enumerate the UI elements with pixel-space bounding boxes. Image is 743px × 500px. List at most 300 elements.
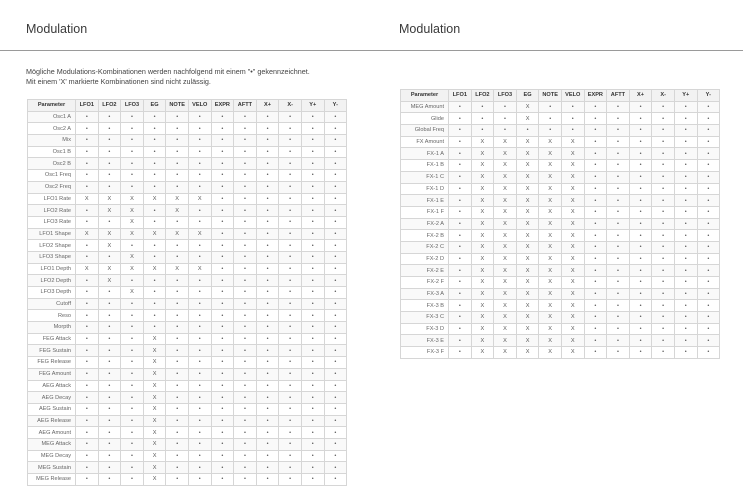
- combination-cell: •: [697, 183, 720, 195]
- combination-cell: •: [188, 450, 211, 462]
- combination-cell: •: [166, 415, 189, 427]
- parameter-name: MEG Decay: [28, 450, 76, 462]
- combination-cell: •: [301, 170, 324, 182]
- combination-cell: •: [697, 312, 720, 324]
- combination-cell: X: [561, 218, 584, 230]
- combination-cell: •: [98, 403, 121, 415]
- combination-cell: •: [98, 380, 121, 392]
- combination-cell: X: [494, 171, 517, 183]
- combination-cell: •: [279, 111, 302, 123]
- combination-cell: X: [539, 335, 562, 347]
- combination-cell: •: [324, 427, 347, 439]
- combination-cell: •: [607, 265, 630, 277]
- combination-cell: •: [76, 216, 99, 228]
- table-row: [401, 265, 720, 277]
- combination-cell: •: [324, 216, 347, 228]
- combination-cell: X: [76, 193, 99, 205]
- combination-cell: X: [98, 240, 121, 252]
- combination-cell: X: [121, 216, 144, 228]
- combination-cell: •: [211, 158, 234, 170]
- column-header: EXPR: [584, 90, 607, 102]
- combination-cell: •: [674, 288, 697, 300]
- combination-cell: •: [188, 158, 211, 170]
- combination-cell: •: [449, 277, 472, 289]
- combination-cell: X: [516, 323, 539, 335]
- combination-cell: •: [279, 462, 302, 474]
- combination-cell: •: [584, 195, 607, 207]
- combination-cell: •: [674, 265, 697, 277]
- combination-cell: •: [234, 158, 257, 170]
- combination-cell: •: [234, 251, 257, 263]
- parameter-name: Reso: [28, 310, 76, 322]
- parameter-name: FEG Amount: [28, 368, 76, 380]
- combination-cell: X: [471, 206, 494, 218]
- combination-cell: •: [629, 347, 652, 359]
- combination-cell: X: [539, 265, 562, 277]
- parameter-name: Glide: [401, 113, 449, 125]
- combination-cell: •: [324, 474, 347, 486]
- combination-cell: X: [143, 474, 166, 486]
- combination-cell: •: [211, 298, 234, 310]
- parameter-name: FX Amount: [401, 136, 449, 148]
- combination-cell: •: [121, 438, 144, 450]
- combination-cell: •: [256, 298, 279, 310]
- combination-cell: •: [166, 240, 189, 252]
- combination-cell: X: [561, 160, 584, 172]
- parameter-name: LFO2 Shape: [28, 240, 76, 252]
- combination-cell: •: [584, 125, 607, 137]
- combination-cell: X: [471, 218, 494, 230]
- combination-cell: X: [539, 230, 562, 242]
- combination-cell: •: [674, 101, 697, 113]
- combination-cell: •: [449, 265, 472, 277]
- combination-cell: •: [234, 474, 257, 486]
- combination-cell: X: [98, 275, 121, 287]
- combination-cell: •: [301, 415, 324, 427]
- combination-cell: •: [76, 275, 99, 287]
- combination-cell: •: [98, 357, 121, 369]
- combination-cell: •: [166, 310, 189, 322]
- combination-cell: •: [539, 113, 562, 125]
- combination-cell: •: [98, 462, 121, 474]
- combination-cell: •: [166, 462, 189, 474]
- combination-cell: •: [256, 474, 279, 486]
- combination-cell: X: [143, 380, 166, 392]
- combination-cell: •: [279, 357, 302, 369]
- intro-line-2: Mit einem 'X' markierte Kombinationen sind nicht zulässig.: [26, 77, 211, 86]
- combination-cell: X: [561, 323, 584, 335]
- combination-cell: •: [697, 265, 720, 277]
- combination-cell: •: [76, 158, 99, 170]
- combination-cell: •: [234, 392, 257, 404]
- combination-cell: X: [561, 230, 584, 242]
- combination-cell: •: [607, 323, 630, 335]
- combination-cell: •: [76, 181, 99, 193]
- combination-cell: X: [539, 241, 562, 253]
- combination-cell: •: [449, 136, 472, 148]
- parameter-name: MEG Sustain: [28, 462, 76, 474]
- combination-cell: •: [674, 160, 697, 172]
- combination-cell: •: [629, 148, 652, 160]
- combination-cell: X: [561, 171, 584, 183]
- combination-cell: •: [279, 205, 302, 217]
- table-row: [401, 241, 720, 253]
- combination-cell: X: [539, 183, 562, 195]
- combination-cell: •: [584, 300, 607, 312]
- combination-cell: •: [652, 101, 675, 113]
- combination-cell: •: [256, 275, 279, 287]
- combination-cell: •: [143, 310, 166, 322]
- combination-cell: •: [324, 111, 347, 123]
- combination-cell: •: [652, 253, 675, 265]
- combination-cell: •: [279, 216, 302, 228]
- combination-cell: •: [301, 240, 324, 252]
- combination-cell: •: [166, 357, 189, 369]
- column-header: NOTE: [539, 90, 562, 102]
- combination-cell: •: [188, 298, 211, 310]
- combination-cell: •: [166, 287, 189, 299]
- combination-cell: X: [471, 300, 494, 312]
- combination-cell: •: [121, 310, 144, 322]
- table-row: [28, 240, 347, 252]
- combination-cell: •: [234, 462, 257, 474]
- combination-cell: •: [98, 216, 121, 228]
- combination-cell: •: [301, 462, 324, 474]
- column-header: LFO2: [471, 90, 494, 102]
- column-header: LFO3: [494, 90, 517, 102]
- combination-cell: •: [301, 193, 324, 205]
- combination-cell: •: [76, 392, 99, 404]
- combination-cell: •: [188, 474, 211, 486]
- combination-cell: •: [652, 335, 675, 347]
- combination-cell: •: [449, 101, 472, 113]
- combination-cell: •: [121, 240, 144, 252]
- combination-cell: X: [166, 228, 189, 240]
- combination-cell: •: [301, 287, 324, 299]
- combination-cell: •: [211, 438, 234, 450]
- combination-cell: •: [166, 474, 189, 486]
- intro-line-1: Mögliche Modulations-Kombinationen werden nachfolgend mit einem "•" gekennzeichnet.: [26, 67, 310, 76]
- table-row: [401, 277, 720, 289]
- combination-cell: •: [188, 135, 211, 147]
- parameter-name: FEG Attack: [28, 333, 76, 345]
- combination-cell: •: [98, 438, 121, 450]
- combination-cell: X: [539, 171, 562, 183]
- table-row: [28, 111, 347, 123]
- combination-cell: X: [516, 136, 539, 148]
- combination-cell: •: [629, 195, 652, 207]
- combination-cell: •: [607, 241, 630, 253]
- table-row: [28, 228, 347, 240]
- combination-cell: •: [449, 148, 472, 160]
- combination-cell: •: [98, 345, 121, 357]
- combination-cell: •: [98, 287, 121, 299]
- combination-cell: •: [697, 125, 720, 137]
- column-header: EG: [516, 90, 539, 102]
- combination-cell: •: [121, 368, 144, 380]
- combination-cell: •: [76, 368, 99, 380]
- combination-cell: •: [584, 136, 607, 148]
- combination-cell: •: [279, 240, 302, 252]
- combination-cell: •: [143, 298, 166, 310]
- combination-cell: •: [211, 146, 234, 158]
- combination-cell: •: [234, 450, 257, 462]
- table-row: [401, 300, 720, 312]
- parameter-name: MEG Attack: [28, 438, 76, 450]
- combination-cell: •: [166, 322, 189, 334]
- combination-cell: •: [256, 392, 279, 404]
- combination-cell: •: [188, 111, 211, 123]
- combination-cell: •: [607, 277, 630, 289]
- column-header: VELO: [561, 90, 584, 102]
- table-row: [28, 392, 347, 404]
- combination-cell: •: [539, 101, 562, 113]
- parameter-name: LFO3 Depth: [28, 287, 76, 299]
- combination-cell: X: [561, 136, 584, 148]
- combination-cell: •: [607, 312, 630, 324]
- combination-cell: •: [234, 287, 257, 299]
- parameter-name: Osc2 B: [28, 158, 76, 170]
- combination-cell: •: [121, 158, 144, 170]
- parameter-name: LFO2 Rate: [28, 205, 76, 217]
- column-header: AFTT: [234, 100, 257, 112]
- combination-cell: X: [561, 347, 584, 359]
- parameter-name: FX-2 B: [401, 230, 449, 242]
- combination-cell: •: [279, 450, 302, 462]
- combination-cell: X: [561, 312, 584, 324]
- combination-cell: •: [652, 195, 675, 207]
- combination-cell: •: [629, 277, 652, 289]
- table-row: [28, 357, 347, 369]
- combination-cell: •: [188, 368, 211, 380]
- combination-cell: •: [166, 170, 189, 182]
- combination-cell: •: [449, 241, 472, 253]
- combination-cell: •: [279, 287, 302, 299]
- combination-cell: •: [143, 158, 166, 170]
- combination-cell: •: [121, 333, 144, 345]
- combination-cell: •: [494, 101, 517, 113]
- table-row: [401, 230, 720, 242]
- combination-cell: •: [166, 368, 189, 380]
- combination-cell: •: [166, 216, 189, 228]
- combination-cell: •: [143, 135, 166, 147]
- combination-cell: •: [211, 403, 234, 415]
- combination-cell: X: [471, 335, 494, 347]
- combination-cell: •: [188, 392, 211, 404]
- table-row: [401, 101, 720, 113]
- column-header: EXPR: [211, 100, 234, 112]
- table-row: [28, 251, 347, 263]
- table-row: [401, 323, 720, 335]
- column-header: X+: [629, 90, 652, 102]
- table-row: [28, 322, 347, 334]
- combination-cell: •: [143, 123, 166, 135]
- combination-cell: •: [301, 357, 324, 369]
- combination-cell: •: [652, 206, 675, 218]
- combination-cell: •: [76, 240, 99, 252]
- combination-cell: X: [561, 335, 584, 347]
- combination-cell: •: [629, 101, 652, 113]
- combination-cell: •: [143, 111, 166, 123]
- combination-cell: •: [674, 277, 697, 289]
- combination-cell: •: [121, 427, 144, 439]
- combination-cell: X: [516, 241, 539, 253]
- parameter-name: FX-3 F: [401, 347, 449, 359]
- combination-cell: X: [166, 193, 189, 205]
- combination-cell: X: [516, 183, 539, 195]
- combination-cell: X: [494, 136, 517, 148]
- combination-cell: X: [561, 277, 584, 289]
- table-row: [28, 403, 347, 415]
- combination-cell: •: [166, 135, 189, 147]
- combination-cell: X: [494, 183, 517, 195]
- combination-cell: X: [539, 148, 562, 160]
- combination-cell: •: [561, 101, 584, 113]
- combination-cell: X: [121, 287, 144, 299]
- combination-cell: •: [256, 322, 279, 334]
- combination-cell: •: [301, 450, 324, 462]
- combination-cell: •: [494, 113, 517, 125]
- combination-cell: •: [494, 125, 517, 137]
- table-row: [401, 288, 720, 300]
- combination-cell: •: [256, 228, 279, 240]
- combination-cell: •: [652, 218, 675, 230]
- combination-cell: •: [324, 135, 347, 147]
- combination-cell: •: [166, 438, 189, 450]
- combination-cell: •: [279, 392, 302, 404]
- combination-cell: •: [449, 300, 472, 312]
- parameter-name: FX-2 F: [401, 277, 449, 289]
- combination-cell: •: [76, 438, 99, 450]
- combination-cell: X: [494, 300, 517, 312]
- column-header: X-: [279, 100, 302, 112]
- combination-cell: X: [143, 438, 166, 450]
- table-row: [28, 170, 347, 182]
- combination-cell: •: [121, 146, 144, 158]
- combination-cell: X: [471, 171, 494, 183]
- combination-cell: X: [98, 193, 121, 205]
- combination-cell: X: [494, 160, 517, 172]
- combination-cell: X: [143, 357, 166, 369]
- combination-cell: •: [234, 298, 257, 310]
- parameter-name: Osc2 Freq: [28, 181, 76, 193]
- combination-cell: •: [166, 333, 189, 345]
- combination-cell: •: [697, 136, 720, 148]
- combination-cell: •: [697, 195, 720, 207]
- combination-cell: •: [211, 216, 234, 228]
- combination-cell: X: [143, 333, 166, 345]
- combination-cell: X: [539, 218, 562, 230]
- combination-cell: •: [188, 333, 211, 345]
- table-row: [401, 335, 720, 347]
- combination-cell: •: [697, 171, 720, 183]
- table-row: [28, 146, 347, 158]
- combination-cell: •: [256, 170, 279, 182]
- combination-cell: •: [301, 427, 324, 439]
- combination-cell: •: [697, 253, 720, 265]
- combination-cell: •: [143, 146, 166, 158]
- combination-cell: •: [674, 347, 697, 359]
- table-row: [401, 347, 720, 359]
- combination-cell: •: [188, 310, 211, 322]
- combination-cell: •: [76, 135, 99, 147]
- combination-cell: •: [98, 450, 121, 462]
- page-title-left: Modulation: [26, 22, 88, 37]
- column-header: Y+: [674, 90, 697, 102]
- combination-cell: •: [674, 136, 697, 148]
- combination-cell: •: [324, 380, 347, 392]
- combination-cell: •: [234, 415, 257, 427]
- combination-cell: •: [256, 368, 279, 380]
- combination-cell: •: [188, 205, 211, 217]
- combination-cell: •: [143, 251, 166, 263]
- combination-cell: •: [98, 146, 121, 158]
- combination-cell: •: [301, 181, 324, 193]
- combination-cell: •: [188, 322, 211, 334]
- combination-cell: X: [539, 195, 562, 207]
- combination-cell: •: [449, 183, 472, 195]
- combination-cell: •: [234, 333, 257, 345]
- combination-cell: X: [143, 462, 166, 474]
- combination-cell: •: [76, 310, 99, 322]
- combination-cell: •: [584, 113, 607, 125]
- combination-cell: •: [279, 438, 302, 450]
- table-row: [28, 368, 347, 380]
- table-body: [28, 111, 347, 485]
- combination-cell: •: [256, 181, 279, 193]
- combination-cell: •: [98, 333, 121, 345]
- combination-cell: •: [561, 113, 584, 125]
- combination-cell: •: [324, 450, 347, 462]
- parameter-name: FX-3 E: [401, 335, 449, 347]
- parameter-name: LFO2 Depth: [28, 275, 76, 287]
- combination-cell: •: [279, 263, 302, 275]
- combination-cell: X: [98, 263, 121, 275]
- combination-cell: •: [188, 146, 211, 158]
- combination-cell: •: [166, 403, 189, 415]
- intro-text: [26, 67, 310, 87]
- combination-cell: •: [121, 322, 144, 334]
- combination-cell: •: [652, 323, 675, 335]
- combination-cell: •: [76, 111, 99, 123]
- table-row: [28, 474, 347, 486]
- combination-cell: •: [674, 218, 697, 230]
- combination-cell: •: [234, 275, 257, 287]
- combination-cell: X: [471, 136, 494, 148]
- combination-cell: •: [121, 298, 144, 310]
- table-header-row: [401, 90, 720, 102]
- combination-cell: •: [234, 170, 257, 182]
- combination-cell: •: [674, 312, 697, 324]
- parameter-name: FX-3 A: [401, 288, 449, 300]
- table-row: [28, 181, 347, 193]
- combination-cell: •: [234, 263, 257, 275]
- combination-cell: •: [301, 135, 324, 147]
- combination-cell: •: [629, 335, 652, 347]
- parameter-name: FX-3 D: [401, 323, 449, 335]
- combination-cell: X: [539, 312, 562, 324]
- combination-cell: X: [188, 193, 211, 205]
- combination-cell: •: [166, 123, 189, 135]
- combination-cell: •: [211, 228, 234, 240]
- combination-cell: •: [652, 113, 675, 125]
- combination-cell: X: [121, 251, 144, 263]
- combination-cell: •: [76, 427, 99, 439]
- combination-cell: •: [188, 462, 211, 474]
- combination-cell: X: [143, 415, 166, 427]
- combination-cell: X: [494, 277, 517, 289]
- combination-cell: X: [76, 228, 99, 240]
